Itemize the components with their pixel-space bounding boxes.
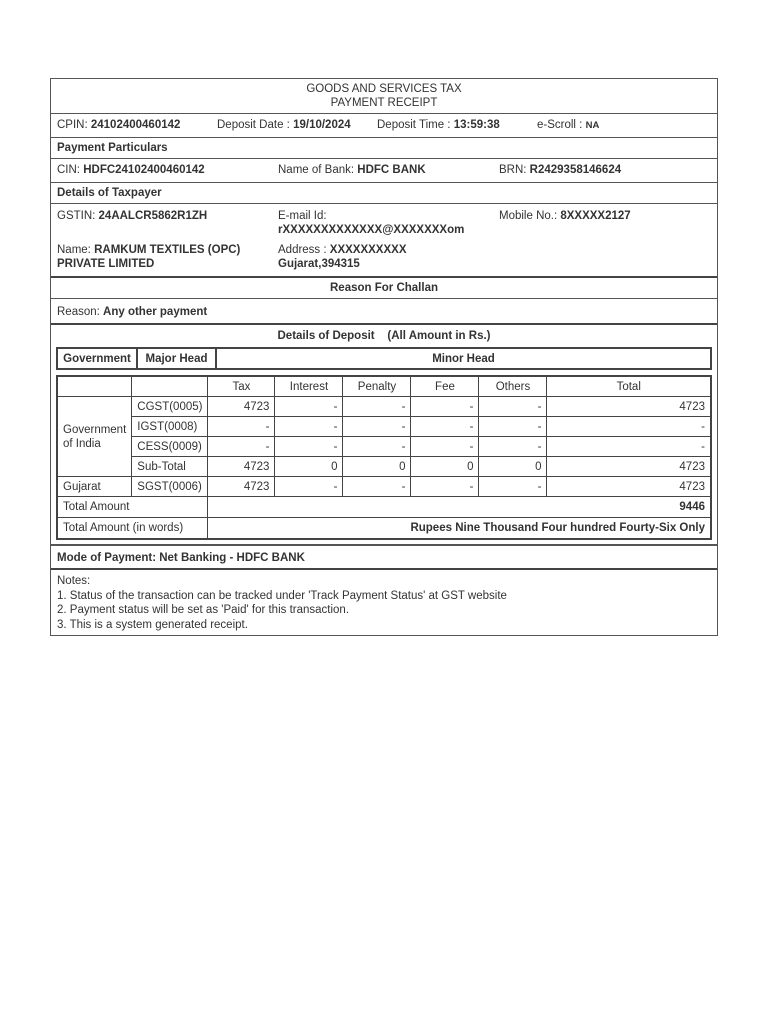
cpin: CPIN: 24102400460142 [57, 119, 181, 131]
taxpayer-name: Name: RAMKUM TEXTILES (OPC) PRIVATE LIMITED [57, 244, 241, 270]
subtotal-row: Sub-Total 4723 0 0 0 0 4723 [57, 457, 711, 477]
total-words-label: Total Amount (in words) [57, 518, 208, 540]
header-line-2: PAYMENT RECEIPT [330, 97, 438, 109]
header-line-1: GOODS AND SERVICES TAX [306, 83, 462, 95]
deposit-section [51, 325, 717, 545]
table-row: Government of India CGST(0005) 4723 - - - - 4723 [57, 397, 711, 417]
deposit-heads-table [56, 347, 712, 370]
government-head: Government [57, 348, 137, 369]
note-item: 2. Payment status will be set as 'Paid' for this transaction. [57, 604, 350, 616]
cin: CIN: HDFC24102400460142 [57, 164, 205, 176]
notes [51, 570, 717, 635]
e-scroll: e-Scroll : NA [537, 119, 600, 131]
deposit-table [56, 375, 712, 540]
note-item: 3. This is a system generated receipt. [57, 618, 248, 631]
total-amount-value: 9446 [208, 497, 711, 518]
notes-title: Notes: [57, 575, 91, 587]
challan-reason: Reason: Any other payment [51, 299, 717, 325]
col-fee: Fee [411, 376, 479, 397]
col-interest: Interest [275, 376, 343, 397]
deposit-columns-row [57, 376, 711, 397]
table-row: Gujarat SGST(0006) 4723 - - - - 4723 [57, 477, 711, 497]
mode-of-payment: Mode of Payment: Net Banking - HDFC BANK [51, 545, 717, 570]
mobile: Mobile No.: 8XXXXX2127 [499, 210, 631, 222]
total-words-row [57, 518, 711, 540]
brn: BRN: R2429358146624 [499, 164, 622, 176]
col-total: Total [547, 376, 711, 397]
col-penalty: Penalty [343, 376, 411, 397]
total-words-value: Rupees Nine Thousand Four hundred Fourty-Six Only [208, 518, 711, 540]
note-item: 1. Status of the transaction can be tracked under 'Track Payment Status' at GST website [57, 589, 507, 602]
receipt-header [51, 79, 717, 114]
col-others: Others [479, 376, 547, 397]
gstin: GSTIN: 24AALCR5862R1ZH [57, 210, 208, 222]
challan-heading: Reason For Challan [51, 278, 717, 299]
deposit-date: Deposit Date : 19/10/2024 [217, 119, 351, 131]
bank-name: Name of Bank: HDFC BANK [278, 164, 426, 176]
total-amount-row [57, 497, 711, 518]
payment-receipt [50, 78, 718, 636]
taxpayer-details [51, 204, 717, 278]
deposit-heading: Details of Deposit (All Amount in Rs.) [277, 330, 491, 342]
government-of-india: Government of India [57, 397, 132, 477]
taxpayer-address: Address : XXXXXXXXXX Gujarat,394315 [278, 244, 407, 270]
payment-particulars-heading: Payment Particulars [51, 138, 717, 159]
col-tax: Tax [208, 376, 275, 397]
table-row: CESS(0009) - - - - - - [57, 437, 711, 457]
payment-particulars [51, 159, 717, 183]
receipt-summary [51, 114, 717, 138]
major-head: Major Head [137, 348, 216, 369]
total-amount-label: Total Amount [57, 497, 208, 518]
state-label: Gujarat [57, 477, 132, 497]
minor-head: Minor Head [216, 348, 711, 369]
taxpayer-heading: Details of Taxpayer [51, 183, 717, 204]
table-row: IGST(0008) - - - - - - [57, 417, 711, 437]
email: E-mail Id: rXXXXXXXXXXXXX@XXXXXXXom [278, 210, 465, 236]
deposit-time: Deposit Time : 13:59:38 [377, 119, 500, 131]
